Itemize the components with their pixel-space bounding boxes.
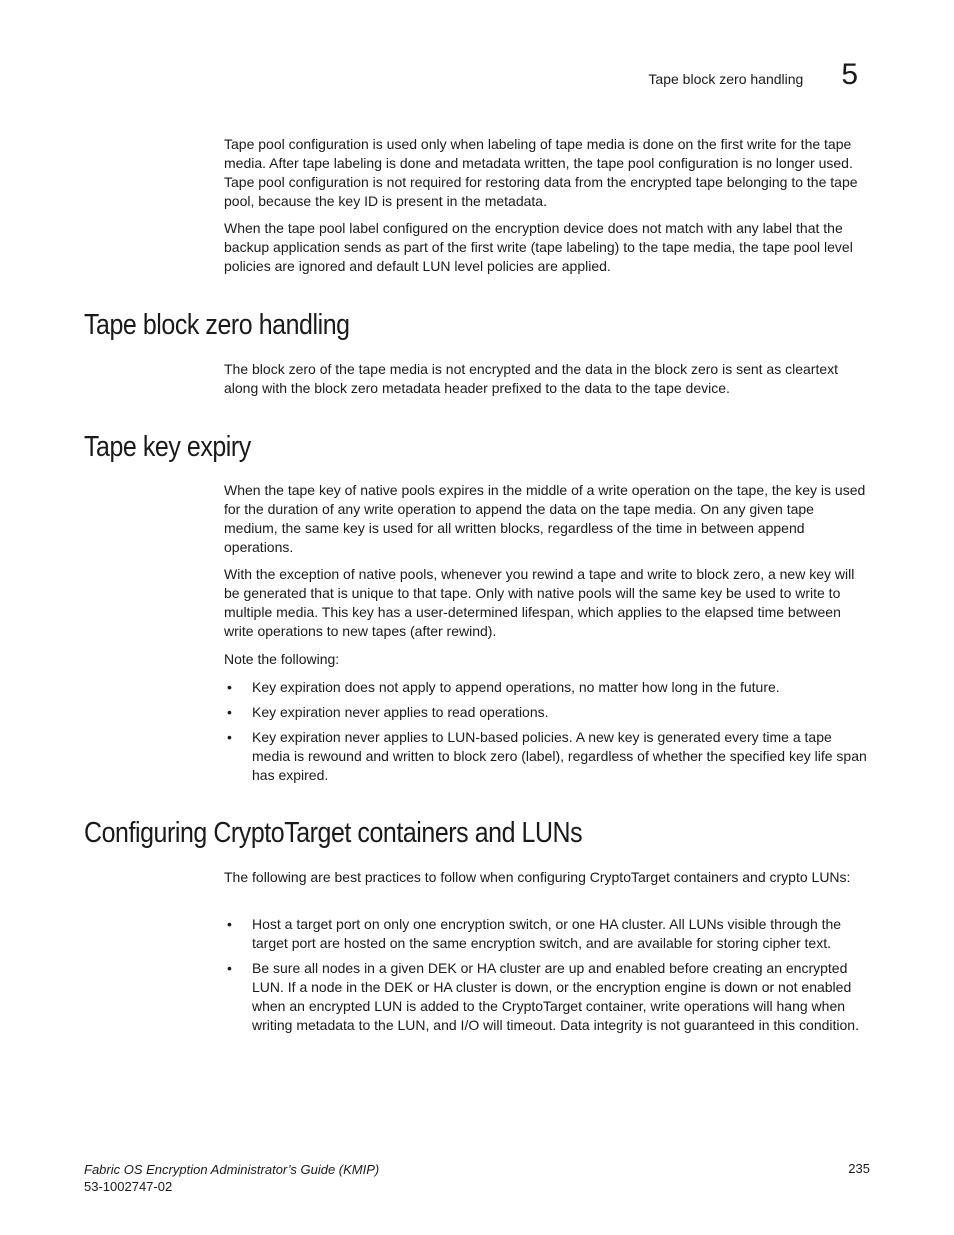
- list-item-text: Be sure all nodes in a given DEK or HA cluster are up and enabled before creating an encrypted LUN. If a node in the DEK or HA cluster is down, or the encryption engine is down or not enabled when an encrypted LUN is added to the CryptoTarget container, write operations will hang when writing metadata to the LUN, and I/O will timeout. Data integrity is not guaranteed in this condition.: [252, 960, 859, 1033]
- section-heading-configuring-cryptotarget: Configuring CryptoTarget containers and LUNs: [84, 817, 583, 849]
- list-item: [224, 703, 870, 722]
- cryptotarget-bullet-list: [224, 915, 870, 1041]
- bullet-icon: •: [227, 679, 232, 695]
- chapter-number: 5: [841, 58, 858, 91]
- bullet-icon: •: [227, 960, 232, 976]
- footer-page-number: 235: [848, 1161, 870, 1176]
- footer-doc-title: Fabric OS Encryption Administrator’s Guide (KMIP): [84, 1162, 380, 1177]
- bullet-icon: •: [227, 916, 232, 932]
- list-item-text: Key expiration never applies to LUN-based policies. A new key is generated every time a tape media is rewound and written to block zero (label), regardless of whether the specified key life span has expired.: [252, 729, 867, 783]
- list-item: [224, 915, 870, 953]
- list-item: [224, 678, 870, 697]
- section-heading-tape-key-expiry: Tape key expiry: [84, 431, 251, 463]
- note-intro: Note the following:: [224, 651, 340, 667]
- tape-key-expiry-paragraph-1: When the tape key of native pools expires in the middle of a write operation on the tape, the key is used for the duration of any write operation to append the data on the tape media. On any given tape medium, the same key is used for all written blocks, regardless of the time in between append operations.: [224, 482, 866, 555]
- list-item: [224, 728, 870, 785]
- intro-paragraph-1: Tape pool configuration is used only when labeling of tape media is done on the first write for the tape media. After tape labeling is done and metadata written, the tape pool configuration is no longer used. Tape pool configuration is not required for restoring data from the encrypted tape belonging to the tape pool, because the key ID is present in the metadata.: [224, 136, 858, 209]
- footer-document-info: [84, 1161, 379, 1195]
- footer-doc-number: 53-1002747-02: [84, 1179, 173, 1194]
- bullet-icon: •: [227, 729, 232, 745]
- section-heading-tape-block-zero: Tape block zero handling: [84, 309, 350, 341]
- running-header: [648, 58, 858, 92]
- configuring-cryptotarget-paragraph: The following are best practices to follow when configuring CryptoTarget containers and crypto LUNs:: [224, 869, 851, 885]
- list-item-text: Host a target port on only one encryption switch, or one HA cluster. All LUNs visible through the target port are hosted on the same encryption switch, and are available for storing cipher text.: [252, 916, 842, 951]
- tape-block-zero-paragraph: The block zero of the tape media is not encrypted and the data in the block zero is sent as cleartext along with the block zero metadata header prefixed to the data to the tape device.: [224, 361, 839, 396]
- list-item-text: Key expiration never applies to read operations.: [252, 704, 549, 720]
- running-header-section-title: Tape block zero handling: [648, 71, 804, 87]
- tape-key-expiry-paragraph-2: With the exception of native pools, whenever you rewind a tape and write to block zero, a new key will be generated that is unique to that tape. Only with native pools will the same key be used to write to multiple media. This key has a user-determined lifespan, which applies to the elapsed time between write operations to new tapes (after rewind).: [224, 566, 855, 639]
- key-expiry-bullet-list: [224, 678, 870, 791]
- intro-paragraph-2: When the tape pool label configured on the encryption device does not match with any label that the backup application sends as part of the first write (tape labeling) to the tape media, the tape pool level policies are ignored and default LUN level policies are applied.: [224, 220, 853, 274]
- bullet-icon: •: [227, 704, 232, 720]
- list-item: [224, 959, 870, 1035]
- list-item-text: Key expiration does not apply to append operations, no matter how long in the future.: [252, 679, 780, 695]
